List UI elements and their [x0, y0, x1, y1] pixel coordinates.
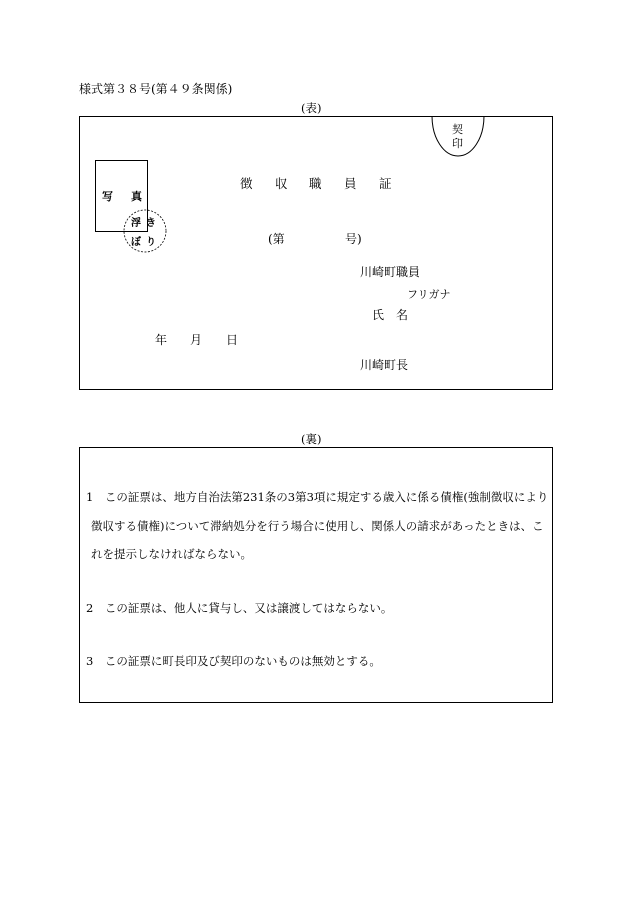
emboss-char-1: 浮 [131, 218, 141, 229]
back-item-3: 3 この証票に町長印及び契印のないものは無効とする。 [86, 654, 381, 668]
form-number: 様式第３８号(第４９条関係) [79, 82, 233, 96]
emboss-char-3: ぼ [131, 237, 141, 248]
emboss-seal-mark [122, 208, 168, 254]
back-item-1-line-2: 徴収する債権)について滞納処分を行う場合に使用し、関係人の請求があったときは、こ [91, 519, 544, 533]
photo-char-2: 真 [131, 190, 142, 203]
back-side-label: (裏) [301, 432, 322, 446]
seal-label-top: 契 [452, 123, 463, 136]
seal-label-bottom: 印 [452, 137, 463, 150]
title-char-4: 員 [344, 176, 357, 191]
number-suffix: 号) [345, 232, 362, 246]
name-label-char-1: 氏 [372, 308, 385, 322]
title-char-3: 職 [309, 176, 322, 191]
date-day-char: 日 [226, 333, 239, 347]
front-side-label: (表) [301, 101, 322, 115]
back-item-1-line-1: 1 この証票は、地方自治法第231条の3第3項に規定する歳入に係る債権(強制徴収により [86, 490, 549, 504]
issuer-label: 川崎町長 [360, 358, 409, 372]
emboss-char-2: き [146, 218, 156, 229]
back-item-2: 2 この証票は、他人に貸与し、又は譲渡してはならない。 [86, 601, 393, 615]
number-prefix: (第 [268, 232, 285, 246]
title-char-5: 証 [379, 176, 392, 191]
emboss-char-4: り [146, 237, 156, 248]
affiliation-label: 川崎町職員 [360, 265, 421, 279]
name-label-char-2: 名 [396, 308, 409, 322]
date-year-char: 年 [155, 333, 168, 347]
back-item-1-line-3: れを提示しなければならない。 [91, 547, 252, 561]
title-char-2: 収 [275, 176, 288, 191]
furigana-label: フリガナ [407, 288, 451, 301]
photo-char-1: 写 [102, 190, 113, 203]
title-char-1: 徴 [240, 176, 253, 191]
date-month-char: 月 [190, 333, 203, 347]
